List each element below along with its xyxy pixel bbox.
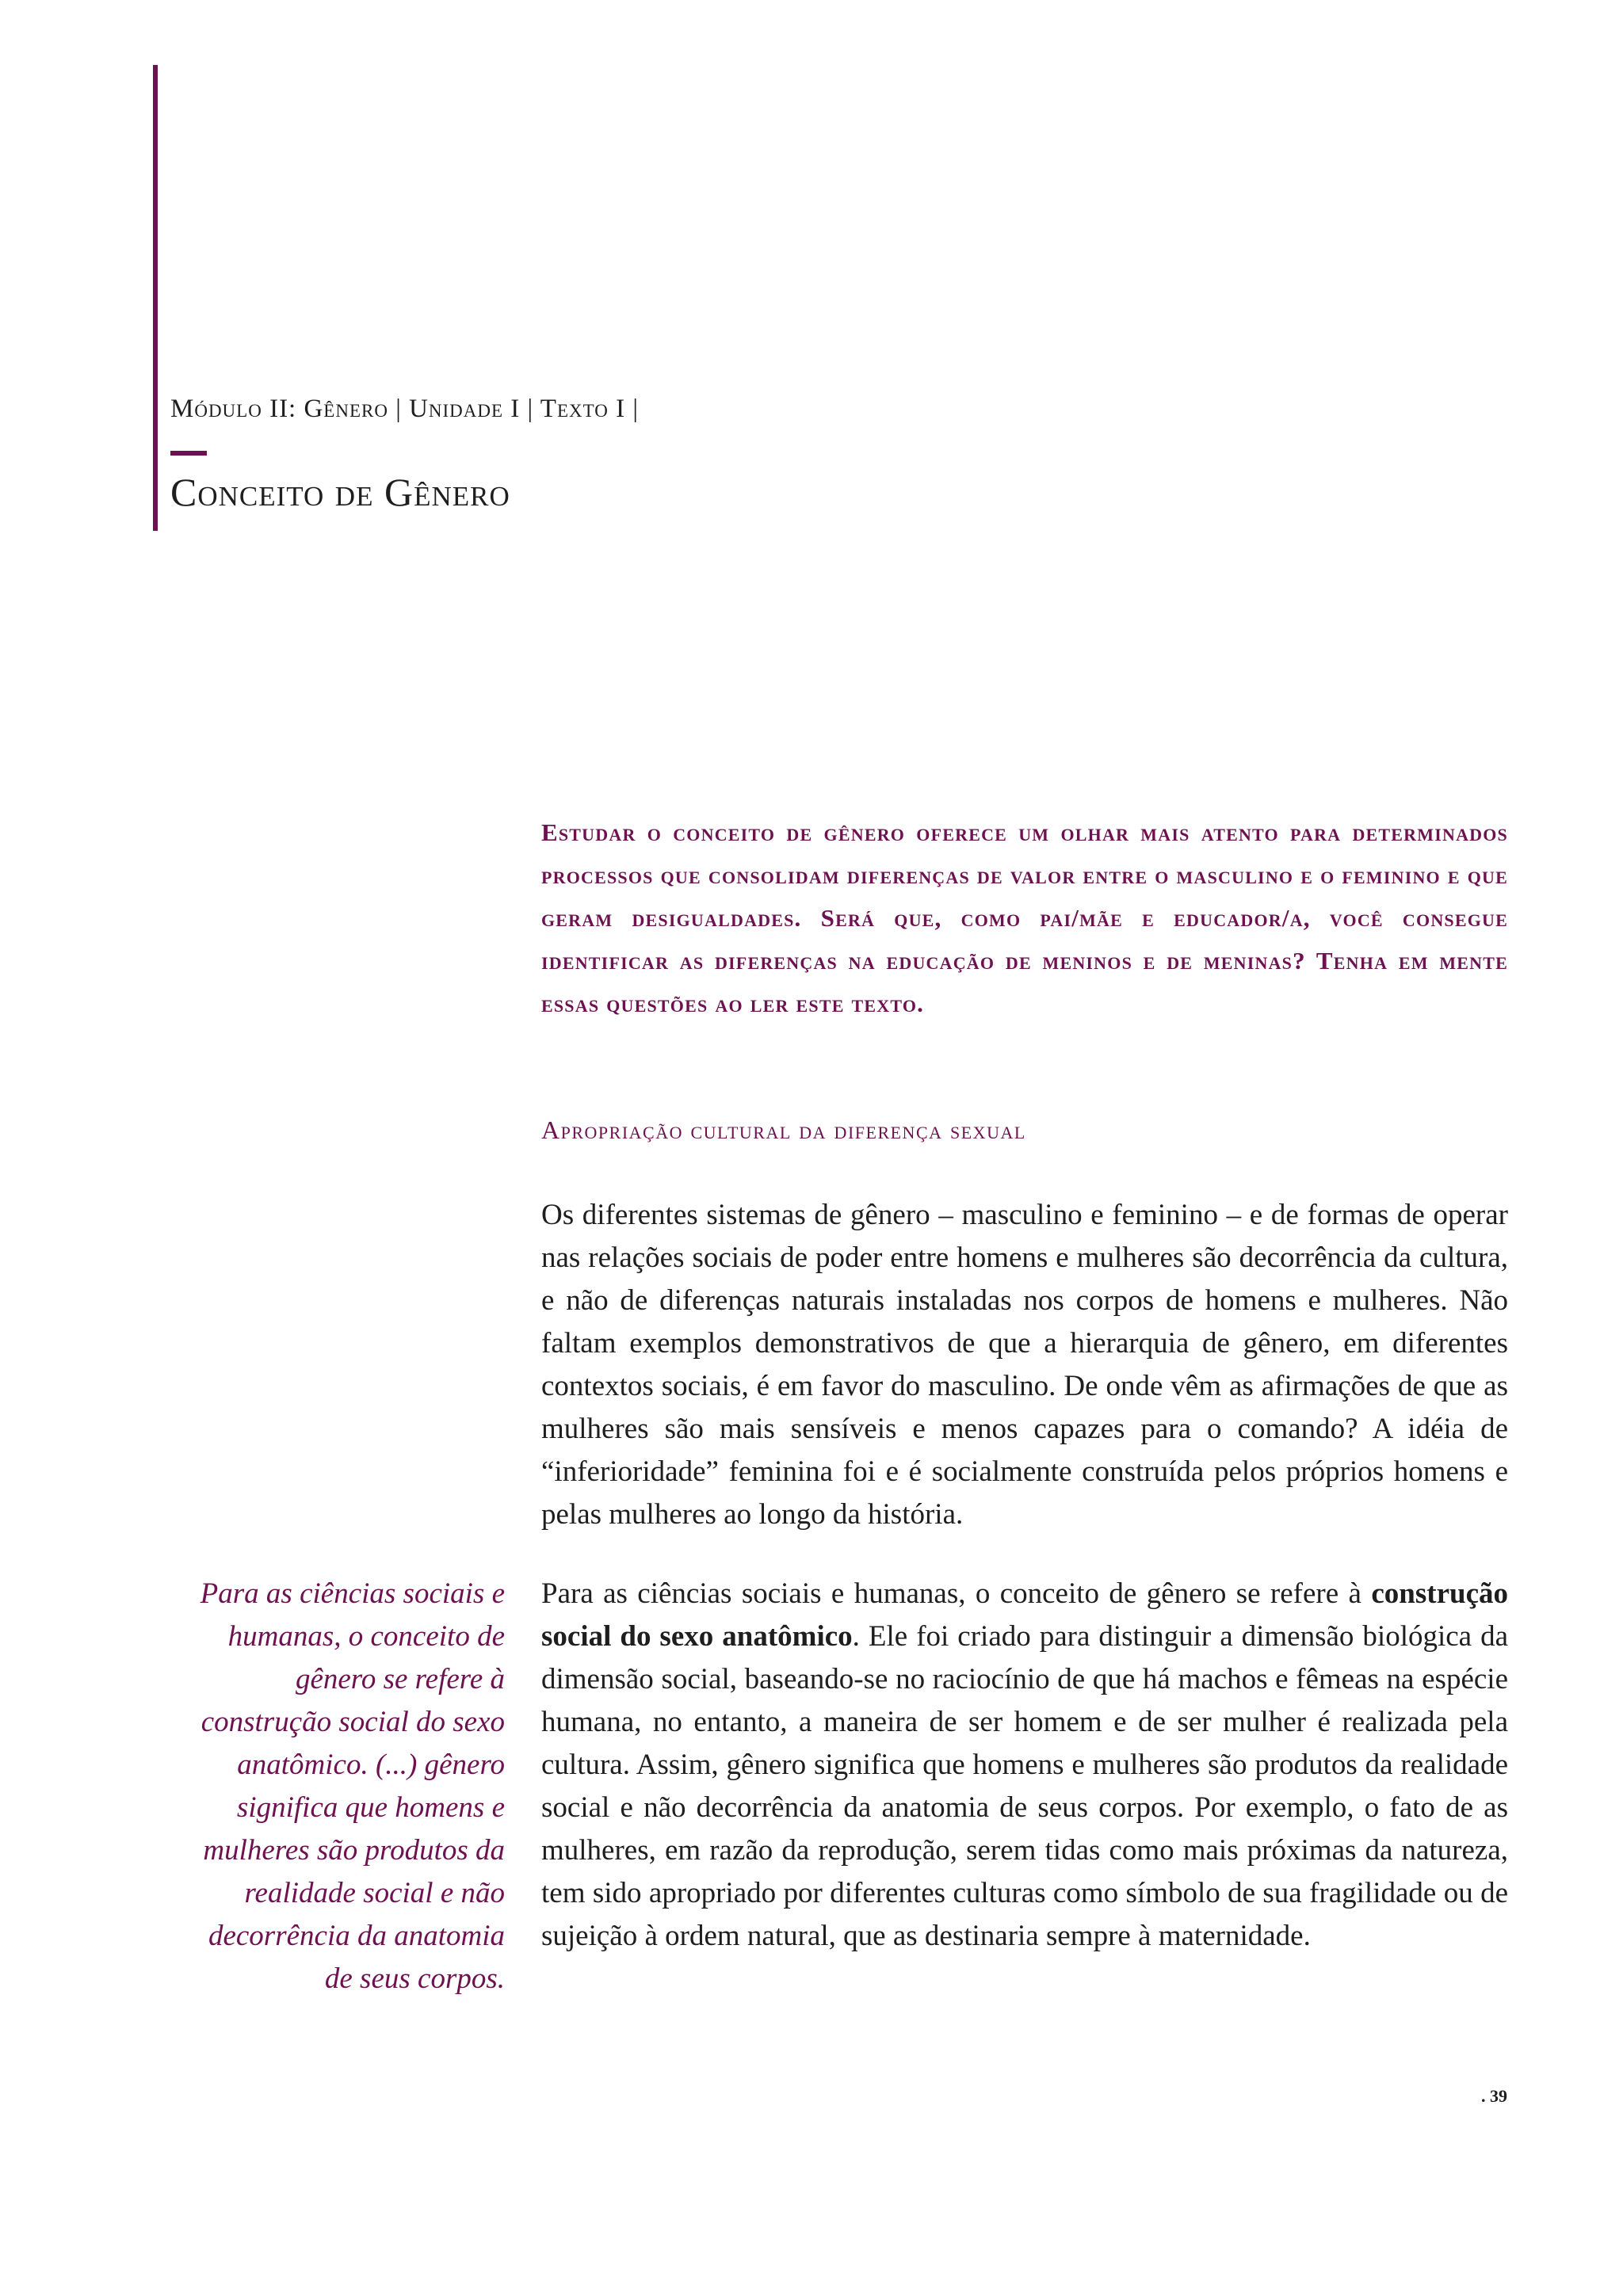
paragraph-2-bold: construção social do sexo anatômico (541, 1577, 1508, 1653)
accent-vertical-bar (153, 65, 158, 531)
pull-quote: Para as ciências sociais e humanas, o conceito de gênero se refere à construção social do sexo anatômico. (...) gênero significa que homens e mulheres são produtos da realidade social e não decorrência da anatomia de seus corpos. (200, 1577, 505, 1995)
page-title: Conceito de Gênero (170, 470, 510, 514)
intro-paragraph: Estudar o conceito de gênero oferece um olhar mais atento para determinados processos que consolidam diferenças de valor entre o masculino e o feminino e que geram desigualdades. Será que, como pai/mãe e educador/a, você consegue identificar as diferenças na educação de meninos e de meninas? Tenha em mente essas questões ao ler este texto. (541, 818, 1508, 1017)
paragraph-2-start: Para as ciências sociais e humanas, o conceito de gênero se refere à (541, 1577, 1372, 1610)
paragraph-2-end: . Ele foi criado para distinguir a dimensão biológica da dimensão social, baseando-se no raciocínio de que há machos e fêmeas na espécie humana, no entanto, a maneira de ser homem e de ser mulher é realizada pela cultura. Assim, gênero significa que homens e mulheres são produtos da realidade social e não decorrência da anatomia de seus corpos. Por exemplo, o fato de as mulheres, em razão da reprodução, serem tidas como mais próximas da natureza, tem sido apropriado por diferentes culturas como símbolo de sua fragilidade ou de sujeição à ordem natural, que as destinaria sempre à maternidade. (541, 1620, 1509, 1952)
title-accent-dash (170, 451, 207, 456)
body-paragraph-2 (541, 1573, 1508, 1958)
module-breadcrumb: Módulo II: Gênero | Unidade I | Texto I | (170, 395, 639, 423)
section-heading: Apropriação cultural da diferença sexual (541, 1116, 1026, 1144)
page-number: . 39 (1481, 2086, 1507, 2106)
body-paragraph-1: Os diferentes sistemas de gênero – masculino e feminino – e de formas de operar nas relações sociais de poder entre homens e mulheres são decorrência da cultura, e não de diferenças naturais instaladas nos corpos de homens e mulheres. Não faltam exemplos demonstrativos de que a hierarquia de gênero, em diferentes contextos sociais, é em favor do masculino. De onde vêm as afirmações de que as mulheres são mais sensíveis e menos capazes para o comando? A idéia de “inferioridade” feminina foi e é socialmente construída pelos próprios homens e pelas mulheres ao longo da história. (541, 1199, 1508, 1531)
